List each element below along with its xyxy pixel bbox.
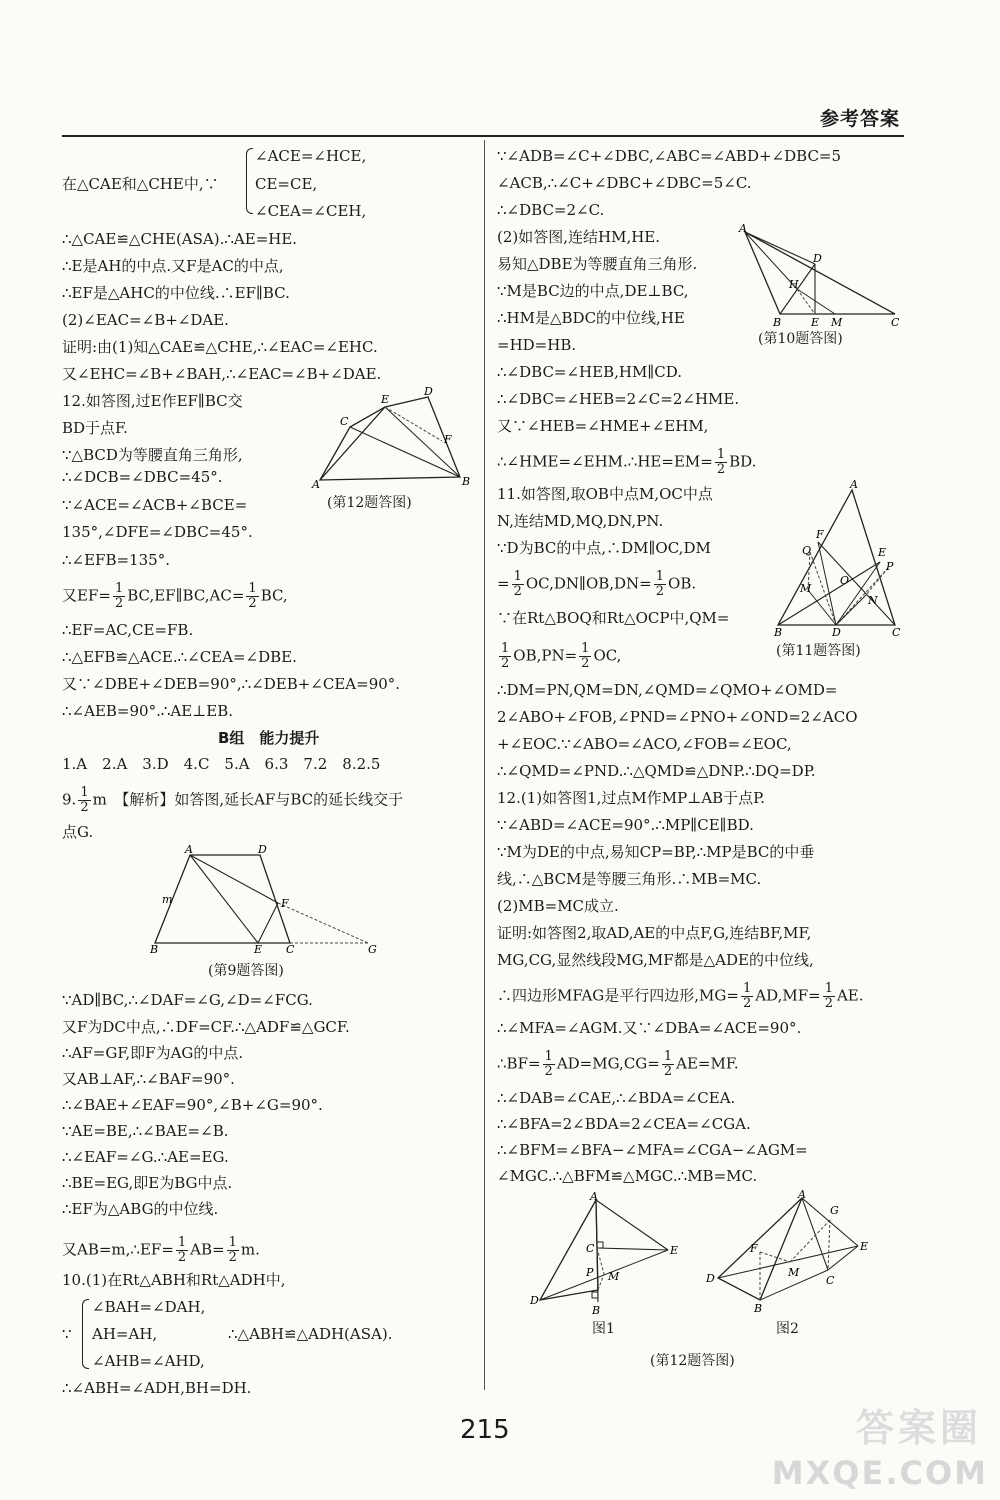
label-C: C: [826, 1274, 835, 1287]
figure-q11-diagram: [770, 480, 905, 638]
text-line: AH=AH,: [92, 1325, 158, 1343]
label-F: F: [816, 528, 824, 541]
text-line: 证明:如答图2,取AD,AE的中点F,G,连结BF,MF,: [497, 924, 812, 942]
text-line: 2∠ABO+∠FOB,∠PND=∠PNO+∠OND=2∠ACO: [497, 708, 858, 726]
text-line: 证明:由(1)知△CAE≌△CHE,∴∠EAC=∠EHC.: [62, 338, 378, 356]
figure-q9-diagram: [150, 845, 380, 955]
section-title-b: B组 能力提升: [218, 729, 320, 747]
text-line: 135°,∠DFE=∠DBC=45°.: [62, 523, 253, 541]
text-run: ∴∠HME=∠EHM.∴HE=EM=: [497, 452, 713, 471]
text-run: m 【解析】如答图,延长AF与BC的延长线交于: [92, 790, 404, 809]
text-run: OC,DN∥OB,DN=: [525, 574, 652, 593]
text-line: [497, 1050, 739, 1079]
label-C: C: [586, 1242, 595, 1255]
label-B: B: [150, 943, 159, 955]
label-P: P: [886, 560, 894, 573]
text-line: [497, 642, 621, 671]
label-E: E: [381, 393, 390, 406]
label-A: A: [185, 845, 193, 856]
label-E: E: [670, 1244, 679, 1257]
answer-key-line: 1.A 2.A 3.D 4.C 5.A 6.3 7.2 8.2.5: [62, 755, 381, 773]
text-line: ∵AE=BE,∴∠BAE=∠B.: [62, 1122, 229, 1140]
text-line: [497, 448, 756, 477]
text-line: =HD=HB.: [497, 336, 577, 354]
label-E: E: [878, 546, 887, 559]
label-D: D: [530, 1294, 539, 1307]
header-rule: [62, 135, 904, 137]
text-line: 又∠EHC=∠B+∠BAH,∴∠EAC=∠B+∠DAE.: [62, 365, 382, 383]
label-M: M: [800, 582, 812, 595]
text-line: ∴EF=AC,CE=FB.: [62, 621, 194, 639]
fraction: [823, 982, 835, 1011]
label-B: B: [462, 475, 471, 488]
label-C: C: [891, 316, 900, 329]
label-F: F: [444, 433, 452, 446]
text-line: ∴∠DAB=∠CAE,∴∠BDA=∠CEA.: [497, 1089, 736, 1107]
text-line: 又F为DC中点,∴DF=CF.∴△ADF≌△GCF.: [62, 1018, 350, 1036]
text-line: [497, 982, 864, 1011]
label-D: D: [813, 252, 822, 265]
text-line: ∵在Rt△BOQ和Rt△OCP中,QM=: [497, 609, 730, 627]
text-run: AD=MG,CG=: [556, 1054, 660, 1073]
text-line: ∠ACE=∠HCE,: [255, 147, 367, 165]
page-number: 215: [460, 1415, 510, 1445]
frac-den: 2: [544, 1064, 553, 1079]
text-line: ∴AF=GF,即F为AG的中点.: [62, 1044, 244, 1062]
text-line: ∠MGC.∴△BFM≌△MGC.∴MB=MC.: [497, 1167, 758, 1185]
text-line: ∴∠QMD=∠PND.∴△QMD≌△DNP.∴DQ=DP.: [497, 762, 816, 780]
text-line: ∵∠ABD=∠ACE=90°.∴MP∥CE∥BD.: [497, 816, 754, 834]
text-run: 又AB=m,∴EF=: [62, 1240, 174, 1259]
fraction: [78, 786, 90, 815]
label-E: E: [811, 316, 820, 329]
fraction: [654, 570, 666, 599]
text-line: ∴∠DCB=∠DBC=45°.: [62, 468, 223, 486]
frac-den: 2: [177, 1250, 187, 1265]
text-run: BD.: [729, 452, 757, 471]
label-A: A: [739, 222, 747, 235]
figure-q10-diagram: [735, 222, 905, 330]
text-line: ∵∠ACE=∠ACB+∠BCE=: [62, 496, 248, 514]
label-D: D: [832, 626, 841, 638]
caption-fig2: 图2: [776, 1321, 799, 1337]
label-D: D: [706, 1272, 715, 1285]
text-line: CE=CE,: [255, 175, 318, 193]
text-line: 10.(1)在Rt△ABH和Rt△ADH中,: [62, 1271, 286, 1289]
frac-den: 2: [655, 584, 665, 599]
text-run: AB=: [190, 1240, 225, 1259]
text-line: 在△CAE和△CHE中,∵: [62, 175, 219, 193]
caption-fig12: (第12题答图): [327, 495, 412, 511]
text-run: OB.: [668, 574, 697, 593]
watermark-url: MXQE.COM: [771, 1454, 988, 1492]
text-line: ∴∠BFM=∠BFA−∠MFA=∠CGA−∠AGM=: [497, 1141, 808, 1159]
text-line: [497, 570, 696, 599]
label-D: D: [424, 385, 433, 398]
frac-den: 2: [824, 996, 833, 1011]
label-H: H: [789, 278, 799, 291]
text-line: ∴∠EFB=135°.: [62, 551, 170, 569]
text-line: ∴BE=EG,即E为BG中点.: [62, 1174, 233, 1192]
frac-den: 2: [248, 596, 257, 611]
label-P: P: [586, 1266, 594, 1279]
caption-fig11: (第11题答图): [776, 643, 861, 659]
text-line: [62, 582, 288, 611]
label-A: A: [312, 478, 320, 490]
figure-q12-fig2-diagram: [700, 1190, 875, 1315]
text-line: ∴∠EAF=∠G.∴AE=EG.: [62, 1148, 229, 1166]
label-D: D: [258, 845, 267, 856]
text-line: [62, 786, 403, 815]
text-line: 12.(1)如答图1,过点M作MP⊥AB于点P.: [497, 789, 766, 807]
column-divider: [484, 140, 485, 1390]
text-line: ∴△CAE≌△CHE(ASA).∴AE=HE.: [62, 230, 298, 248]
label-B: B: [754, 1302, 763, 1315]
text-line: ∠AHB=∠AHD,: [92, 1352, 205, 1370]
text-line: ∵△BCD为等腰直角三角形,: [62, 446, 243, 464]
text-line: ∵∠ADB=∠C+∠DBC,∠ABC=∠ABD+∠DBC=5: [497, 147, 842, 165]
fraction: [512, 570, 524, 599]
label-M: M: [831, 316, 843, 329]
frac-num: 1: [80, 785, 89, 800]
fraction: [113, 582, 125, 611]
label-E: E: [254, 943, 263, 955]
text-line: ∠BAH=∠DAH,: [92, 1298, 206, 1316]
text-line: 11.如答图,取OB中点M,OC中点: [497, 485, 713, 503]
frac-den: 2: [581, 656, 590, 671]
frac-num: 1: [742, 981, 752, 996]
text-run: 又EF=: [62, 586, 111, 605]
text-run: m.: [240, 1240, 260, 1259]
fraction: [499, 642, 511, 671]
frac-num: 1: [228, 1235, 237, 1250]
fraction: [662, 1050, 674, 1079]
frac-num: 1: [177, 1235, 187, 1250]
frac-den: 2: [513, 584, 522, 599]
text-line: ∵M是BC边的中点,DE⊥BC,: [497, 282, 689, 300]
text-line: ∴DM=PN,QM=DN,∠QMD=∠QMO+∠OMD=: [497, 681, 838, 699]
text-line: ∴∠DBC=2∠C.: [497, 201, 605, 219]
label-C: C: [286, 943, 295, 955]
text-line: ∴∠DBC=∠HEB,HM∥CD.: [497, 363, 682, 381]
fraction: [176, 1236, 188, 1265]
text-line: ∴△EFB≌△ACE.∴∠CEA=∠DBE.: [62, 648, 297, 666]
text-run: BC,EF∥BC,AC=: [127, 586, 245, 605]
text-line: (2)MB=MC成立.: [497, 897, 619, 915]
text-line: ∴HM是△BDC的中位线,HE: [497, 309, 685, 327]
text-line: +∠EOC.∵∠ABO=∠ACO,∠FOB=∠EOC,: [497, 735, 792, 753]
text-line: 又∵∠DBE+∠DEB=90°,∴∠DEB+∠CEA=90°.: [62, 675, 401, 693]
text-line: ∵AD∥BC,∴∠DAF=∠G,∠D=∠FCG.: [62, 991, 313, 1009]
frac-den: 2: [80, 800, 89, 815]
fraction: [579, 642, 591, 671]
frac-num: 1: [824, 981, 833, 996]
text-line: ∴EF为△ABG的中位线.: [62, 1200, 219, 1218]
frac-den: 2: [501, 656, 510, 671]
text-line: ∠CEA=∠CEH,: [255, 202, 367, 220]
left-brace: [246, 148, 253, 214]
label-O: O: [840, 574, 850, 587]
label-A: A: [590, 1192, 598, 1203]
caption-fig1: 图1: [592, 1321, 615, 1337]
text-run: OB,PN=: [513, 646, 578, 665]
frac-den: 2: [114, 596, 124, 611]
label-G: G: [830, 1204, 839, 1217]
fraction: [246, 582, 258, 611]
frac-den: 2: [228, 1250, 237, 1265]
label-B: B: [592, 1304, 601, 1317]
frac-num: 1: [581, 641, 590, 656]
watermark-cn: 答案圈: [855, 1406, 982, 1450]
frac-num: 1: [655, 569, 665, 584]
text-run: BC,: [260, 586, 288, 605]
figure-q12-diagram: [310, 385, 475, 490]
fraction: [741, 982, 753, 1011]
text-line: ∴∠BFA=2∠BDA=2∠CEA=∠CGA.: [497, 1115, 751, 1133]
text-run: OC,: [593, 646, 622, 665]
caption-fig12-answers: (第12题答图): [650, 1353, 735, 1369]
text-line: ∴∠DBC=∠HEB=2∠C=2∠HME.: [497, 390, 740, 408]
text-line: ∴△ABH≌△ADH(ASA).: [228, 1325, 393, 1343]
label-C: C: [892, 626, 901, 638]
text-line: 又∵∠HEB=∠HME+∠EHM,: [497, 417, 709, 435]
text-run: AE.: [836, 986, 864, 1005]
label-F: F: [750, 1242, 758, 1255]
text-line: [62, 1236, 260, 1265]
frac-den: 2: [663, 1064, 673, 1079]
label-F: F: [281, 897, 289, 910]
text-line: ∴EF是△AHC的中位线.∴EF∥BC.: [62, 284, 290, 302]
text-line: 易知△DBE为等腰直角三角形.: [497, 255, 698, 273]
frac-num: 1: [114, 581, 124, 596]
label-C: C: [340, 415, 349, 428]
fraction: [227, 1236, 239, 1265]
caption-fig10: (第10题答图): [758, 331, 843, 347]
frac-num: 1: [248, 581, 257, 596]
caption-fig9: (第9题答图): [208, 963, 284, 979]
fraction: [715, 448, 727, 477]
label-M: M: [788, 1266, 800, 1279]
text-run: =: [497, 574, 510, 593]
frac-den: 2: [742, 996, 752, 1011]
text-line: ∴∠MFA=∠AGM.又∵∠DBA=∠ACE=90°.: [497, 1019, 802, 1037]
text-line: 12.如答图,过E作EF∥BC交: [62, 392, 243, 410]
fraction: [543, 1050, 555, 1079]
text-line: BD于点F.: [62, 419, 128, 437]
text-line: 点G.: [62, 823, 94, 841]
frac-den: 2: [716, 462, 726, 477]
label-A: A: [798, 1190, 806, 1201]
text-line: ∴∠ABH=∠ADH,BH=DH.: [62, 1379, 252, 1397]
text-line: ∵D为BC的中点,∴DM∥OC,DM: [497, 539, 711, 557]
frac-num: 1: [544, 1049, 553, 1064]
text-line: N,连结MD,MQ,DN,PN.: [497, 512, 664, 530]
text-line: ∠ACB,∴∠C+∠DBC+∠DBC=5∠C.: [497, 174, 752, 192]
text-run: 9.: [62, 790, 77, 809]
frac-num: 1: [501, 641, 510, 656]
label-Q: Q: [802, 544, 812, 557]
label-G: G: [368, 943, 377, 955]
label-B: B: [774, 626, 783, 638]
text-line: ∴∠BAE+∠EAF=90°,∠B+∠G=90°.: [62, 1096, 323, 1114]
text-run: AD,MF=: [755, 986, 821, 1005]
label-A: A: [850, 480, 858, 491]
text-line: MG,CG,显然线段MG,MF都是△ADE的中位线,: [497, 951, 814, 969]
label-M: M: [608, 1270, 620, 1283]
text-line: 线,∴△BCM是等腰三角形.∴MB=MC.: [497, 870, 762, 888]
text-line: ∵: [62, 1325, 72, 1343]
frac-num: 1: [513, 569, 522, 584]
text-run: ∴BF=: [497, 1054, 541, 1073]
frac-num: 1: [716, 447, 726, 462]
page-header-title: 参考答案: [819, 108, 900, 130]
text-run: ∴四边形MFAG是平行四边形,MG=: [497, 986, 739, 1005]
text-line: (2)如答图,连结HM,HE.: [497, 228, 661, 246]
label-m: m: [162, 893, 173, 906]
frac-num: 1: [663, 1049, 673, 1064]
text-line: ∴∠AEB=90°.∴AE⊥EB.: [62, 702, 234, 720]
text-line: 又AB⊥AF,∴∠BAF=90°.: [62, 1070, 235, 1088]
figure-q12-fig1-diagram: [528, 1192, 688, 1317]
label-B: B: [773, 316, 782, 329]
text-line: (2)∠EAC=∠B+∠DAE.: [62, 311, 229, 329]
text-line: ∴E是AH的中点.又F是AC的中点,: [62, 257, 284, 275]
left-brace: [82, 1299, 89, 1369]
text-line: ∵M为DE的中点,易知CP=BP,∴MP是BC的中垂: [497, 843, 815, 861]
label-N: N: [868, 594, 878, 607]
label-E: E: [860, 1240, 869, 1253]
text-run: AE=MF.: [676, 1054, 739, 1073]
